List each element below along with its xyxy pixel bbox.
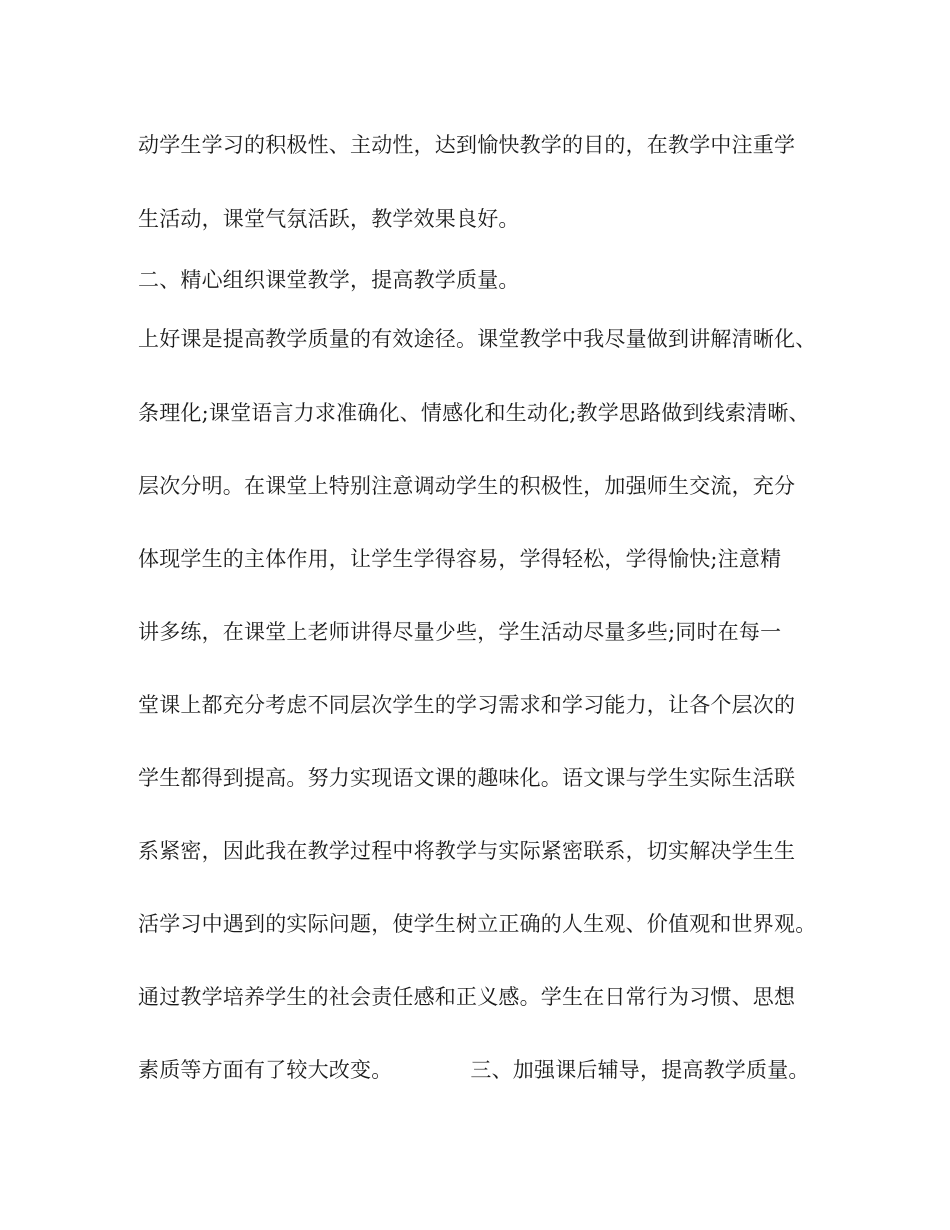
text-line: 生活动，课堂气氛活跃，教学效果良好。 bbox=[138, 207, 520, 231]
text-line: 堂课上都充分考虑不同层次学生的学习需求和学习能力，让各个层次的 bbox=[138, 693, 796, 717]
text-line: 层次分明。在课堂上特别注意调动学生的积极性，加强师生交流，充分 bbox=[138, 474, 796, 498]
text-line-left: 素质等方面有了较大改变。 bbox=[138, 1058, 393, 1082]
text-line: 体现学生的主体作用，让学生学得容易，学得轻松，学得愉快;注意精 bbox=[138, 547, 782, 571]
text-line: 讲多练，在课堂上老师讲得尽量少些，学生活动尽量多些;同时在每一 bbox=[138, 620, 782, 644]
text-line: 通过教学培养学生的社会责任感和正义感。学生在日常行为习惯、思想 bbox=[138, 985, 796, 1009]
text-line: 动学生学习的积极性、主动性，达到愉快教学的目的，在教学中注重学 bbox=[138, 133, 796, 157]
text-line: 上好课是提高教学质量的有效途径。课堂教学中我尽量做到讲解清晰化、 bbox=[138, 327, 817, 351]
section-heading: 二、精心组织课堂教学，提高教学质量。 bbox=[138, 268, 520, 292]
text-line: 条理化;课堂语言力求准确化、情感化和生动化;教学思路做到线索清晰、 bbox=[138, 401, 810, 425]
text-line: 活学习中遇到的实际问题，使学生树立正确的人生观、价值观和世界观。 bbox=[138, 912, 817, 936]
text-line: 系紧密，因此我在教学过程中将教学与实际紧密联系，切实解决学生生 bbox=[138, 839, 796, 863]
section-heading: 三、加强课后辅导，提高教学质量。 bbox=[470, 1058, 810, 1082]
text-line bbox=[138, 1056, 838, 1084]
text-line: 学生都得到提高。努力实现语文课的趣味化。语文课与学生实际生活联 bbox=[138, 766, 796, 790]
